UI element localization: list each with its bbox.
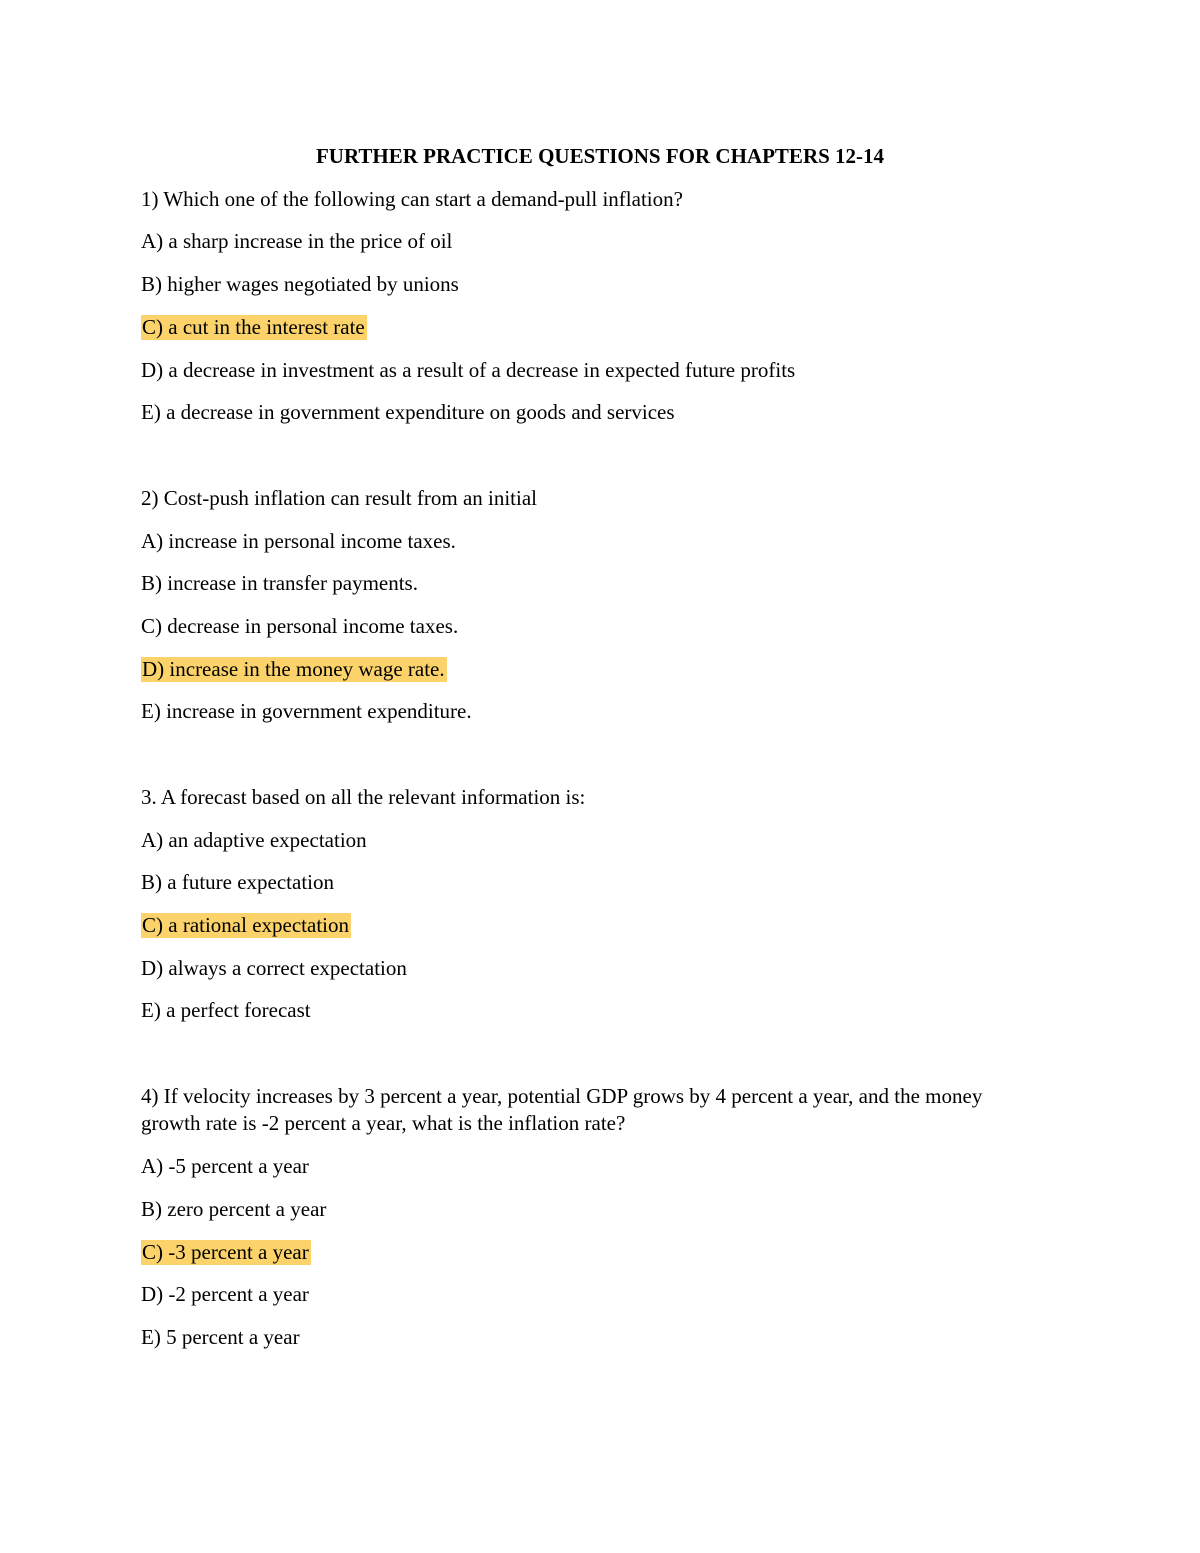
question-4-option-a: A) -5 percent a year bbox=[141, 1154, 309, 1178]
question-4-option-d: D) -2 percent a year bbox=[141, 1282, 309, 1306]
question-3-option-e: E) a perfect forecast bbox=[141, 998, 311, 1022]
question-2-option-d-answer bbox=[141, 655, 447, 683]
question-2-prompt: 2) Cost-push inflation can result from an initial bbox=[141, 486, 538, 510]
question-4-prompt: 4) If velocity increases by 3 percent a year, potential GDP grows by 4 percent a year, and the money growth rate is -2 percent a year, what is the inflation rate? bbox=[141, 1084, 983, 1135]
question-1-option-c-answer bbox=[141, 313, 367, 341]
question-4-option-c-answer bbox=[141, 1238, 311, 1266]
page-title: FURTHER PRACTICE QUESTIONS FOR CHAPTERS 12-14 bbox=[315, 144, 885, 168]
question-1-prompt: 1) Which one of the following can start a demand-pull inflation? bbox=[141, 187, 683, 211]
question-4-option-b: B) zero percent a year bbox=[141, 1197, 327, 1221]
question-3-prompt: 3. A forecast based on all the relevant information is: bbox=[141, 785, 586, 809]
question-1-option-a: A) a sharp increase in the price of oil bbox=[141, 229, 453, 253]
question-3-option-a: A) an adaptive expectation bbox=[141, 828, 367, 852]
question-2-option-a: A) increase in personal income taxes. bbox=[141, 529, 456, 553]
question-1-option-e: E) a decrease in government expenditure on goods and services bbox=[141, 400, 675, 424]
question-3-option-c-answer bbox=[141, 911, 351, 939]
question-3-option-d: D) always a correct expectation bbox=[141, 956, 407, 980]
answer-highlight: C) -3 percent a year bbox=[142, 1240, 309, 1264]
question-2-option-e: E) increase in government expenditure. bbox=[141, 699, 472, 723]
question-1-option-d: D) a decrease in investment as a result of a decrease in expected future profits bbox=[141, 358, 796, 382]
answer-highlight: D) increase in the money wage rate. bbox=[142, 657, 445, 681]
question-1-option-b: B) higher wages negotiated by unions bbox=[141, 272, 459, 296]
question-3-option-b: B) a future expectation bbox=[141, 870, 334, 894]
answer-highlight: C) a rational expectation bbox=[142, 913, 349, 937]
answer-highlight: C) a cut in the interest rate bbox=[142, 315, 365, 339]
question-2-option-c: C) decrease in personal income taxes. bbox=[141, 614, 459, 638]
question-2-option-b: B) increase in transfer payments. bbox=[141, 571, 418, 595]
question-4-option-e: E) 5 percent a year bbox=[141, 1325, 300, 1349]
